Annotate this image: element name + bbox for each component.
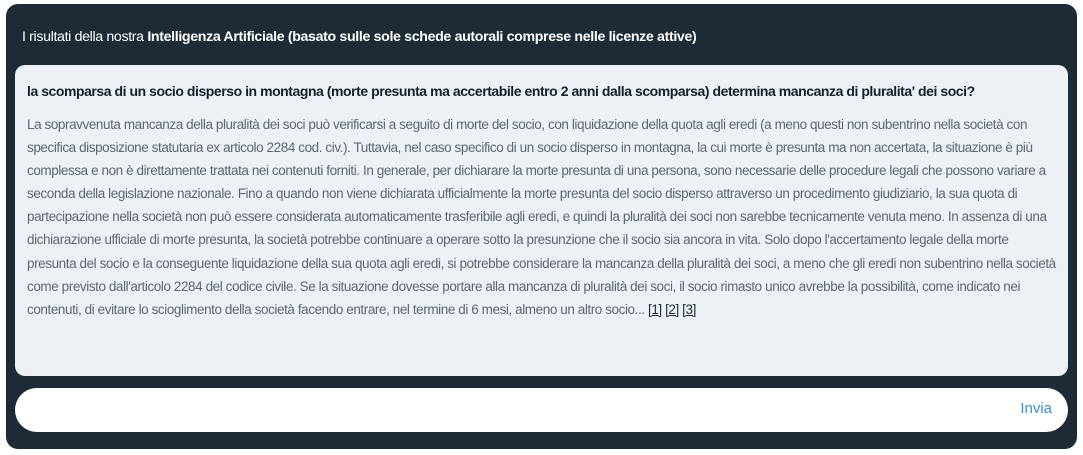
answer-text [27,113,1058,321]
reference-link-1[interactable]: [1] [647,301,662,317]
question-text: la scomparsa di un socio disperso in montagna (morte presunta ma accertabile entro 2 anni dalla scomparsa) determina mancanza di pluralita' dei soci? [27,83,975,99]
chat-input[interactable] [33,394,993,426]
chat-input-bar [15,388,1068,432]
send-button[interactable]: Invia [1020,400,1052,417]
panel-header [22,28,696,46]
header-prefix: I risultati della nostra [22,29,148,45]
references [648,302,696,317]
header-bold-title: Intelligenza Artificiale (basato sulle sole schede autorali comprese nelle licenze attive) [147,29,697,45]
answer-card [15,65,1068,376]
reference-link-2[interactable]: [2] [665,301,679,317]
reference-link-3[interactable]: [3] [682,301,696,317]
ai-results-panel [6,4,1077,449]
answer-body: La sopravvenuta mancanza della pluralità dei soci può verificarsi a seguito di morte del socio, con liquidazione della quota agli eredi (a meno questi non subentrino nella società con specifica disposizione statutaria ex articolo 2284 cod. civ.). Tuttavia, nel caso specifico di un socio disperso in montagna, la cui morte è presunta ma non accertata, la situazione è più complessa e non è direttamente trattata nei contenuti forniti. In generale, per dichiarare la morte presunta di una persona, sono necessarie delle procedure legali che possono variare a seconda della legislazione nazionale. Fino a quando non viene dichiarata ufficialmente la morte presunta del socio disperso attraverso un procedimento giudiziario, la sua quota di partecipazione nella società non può essere considerata automaticamente trasferibile agli eredi, e quindi la pluralità dei soci non sarebbe tecnicamente venuta meno. In assenza di una dichiarazione ufficiale di morte presunta, la società potrebbe continuare a operare sotto la presunzione che il socio sia ancora in vita. Solo dopo l'accertamento legale della morte presunta del socio e la conseguente liquidazione della sua quota agli eredi, si potrebbe considerare la mancanza della pluralità dei soci, a meno che gli eredi non subentrino nella società come previsto dall'articolo 2284 del codice civile. Se la situazione dovesse portare alla mancanza di pluralità dei soci, il socio rimasto unico avrebbe la possibilità, come indicato nei contenuti, di evitare lo scioglimento della società facendo entrare, nel termine di 6 mesi, almeno un altro socio... [27,117,1056,317]
